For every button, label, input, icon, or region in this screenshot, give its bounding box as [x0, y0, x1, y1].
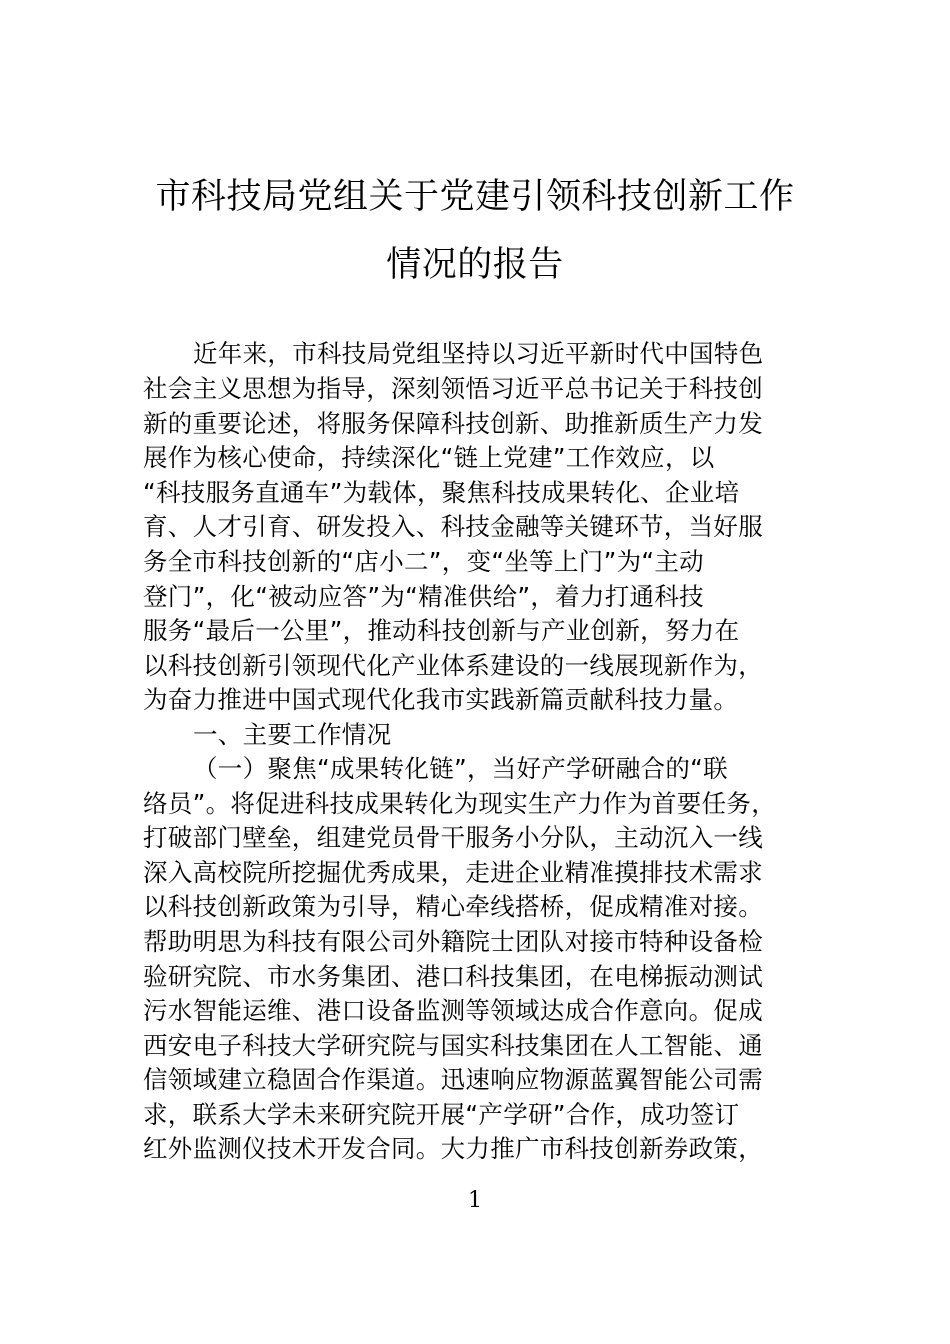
body-line-14: 络员”。将促进科技成果转化为现实生产力作为首要任务，	[143, 789, 776, 818]
body-line-23: 求，联系大学未来研究院开展“产学研”合作，成功签订	[143, 1100, 740, 1129]
body-line-17: 以科技创新政策为引导，精心牵线搭桥，促成精准对接。	[143, 892, 763, 921]
body-line-6: 育、人才引育、研发投入、科技金融等关键环节，当好服	[143, 512, 763, 541]
body-line-21: 西安电子科技大学研究院与国实科技集团在人工智能、通	[143, 1031, 763, 1060]
body-line-16: 深入高校院所挖掘优秀成果，走进企业精准摸排技术需求	[143, 858, 763, 887]
body-line-7: 务全市科技创新的“店小二”，变“坐等上门”为“主动	[143, 547, 704, 576]
body-line-4: 展作为核心使命，持续深化“链上党建”工作效应，以	[143, 443, 715, 472]
body-line-18: 帮助明思为科技有限公司外籍院士团队对接市特种设备检	[143, 927, 763, 956]
body-line-20: 污水智能运维、港口设备监测等领域达成合作意向。促成	[143, 996, 763, 1025]
body-line-10: 以科技创新引领现代化产业体系建设的一线展现新作为，	[143, 651, 763, 680]
body-line-11: 为奋力推进中国式现代化我市实践新篇贡献科技力量。	[143, 685, 739, 714]
body-line-2: 社会主义思想为指导，深刻领悟习近平总书记关于科技创	[143, 374, 763, 403]
page-number: 1	[468, 1188, 482, 1213]
document-title-line-1: 市科技局党组关于党建引领科技创新工作	[155, 177, 795, 217]
body-line-22: 信领域建立稳固合作渠道。迅速响应物源蓝翼智能公司需	[143, 1065, 763, 1094]
body-line-3: 新的重要论述，将服务保障科技创新、助推新质生产力发	[143, 409, 763, 438]
body-line-5: “科技服务直通车”为载体，聚焦科技成果转化、企业培	[143, 478, 740, 507]
body-line-9: 服务“最后一公里”，推动科技创新与产业创新，努力在	[143, 616, 740, 645]
body-line-15: 打破部门壁垒，组建党员骨干服务小分队，主动沉入一线	[143, 823, 763, 852]
document-title-line-2: 情况的报告	[386, 245, 564, 285]
body-line-19: 验研究院、市水务集团、港口科技集团，在电梯振动测试	[143, 962, 763, 991]
body-line-8: 登门”，化“被动应答”为“精准供给”，着力打通科技	[143, 582, 704, 611]
subsection-heading-line-1: （一）聚焦“成果转化链”，当好产学研融合的“联	[193, 754, 728, 783]
body-line-1: 近年来，市科技局党组坚持以习近平新时代中国特色	[193, 339, 764, 368]
section-heading: 一、主要工作情况	[193, 720, 392, 749]
body-line-24: 红外监测仪技术开发合同。大力推广市科技创新券政策，	[143, 1134, 763, 1163]
